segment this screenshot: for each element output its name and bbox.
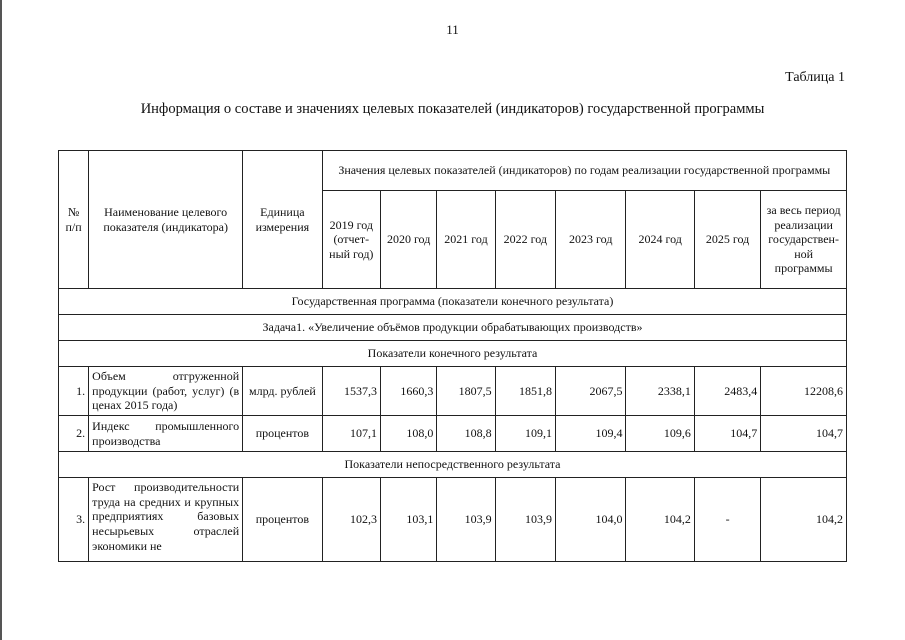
section-program: Государственная программа (показатели конечного результата): [59, 289, 847, 315]
value-cell: 1537,3: [322, 367, 380, 416]
table-row: [59, 478, 847, 562]
unit-cell: млрд. рублей: [243, 367, 322, 416]
value-cell: -: [694, 478, 760, 562]
header-num: № п/п: [59, 151, 89, 289]
header-year: 2021 год: [437, 191, 495, 289]
header-year: 2023 год: [556, 191, 626, 289]
section-row: [59, 289, 847, 315]
scan-edge: [0, 0, 2, 640]
value-cell: 108,0: [380, 416, 436, 452]
header-values-group: Значения целевых показателей (индикаторов) по годам реализации государственной программы: [322, 151, 846, 191]
header-row-top: [59, 151, 847, 191]
section-final-results: Показатели конечного результата: [59, 341, 847, 367]
value-cell: 104,7: [694, 416, 760, 452]
value-cell: 1807,5: [437, 367, 495, 416]
value-cell: 1660,3: [380, 367, 436, 416]
section-task: Задача1. «Увеличение объёмов продукции обрабатывающих производств»: [59, 315, 847, 341]
document-title: Информация о составе и значениях целевых показателей (индикаторов) государственной программы: [140, 101, 765, 117]
row-number: 1.: [59, 367, 89, 416]
value-cell: 107,1: [322, 416, 380, 452]
table-row: [59, 367, 847, 416]
value-cell: 104,2: [626, 478, 694, 562]
value-cell-total: 104,2: [761, 478, 847, 562]
header-year: 2025 год: [694, 191, 760, 289]
header-year: 2022 год: [495, 191, 555, 289]
row-number: 3.: [59, 478, 89, 562]
section-row: [59, 315, 847, 341]
section-row: [59, 341, 847, 367]
value-cell: 109,4: [556, 416, 626, 452]
unit-cell: процентов: [243, 478, 322, 562]
row-number: 2.: [59, 416, 89, 452]
section-row: [59, 452, 847, 478]
value-cell-total: 12208,6: [761, 367, 847, 416]
value-cell: 109,1: [495, 416, 555, 452]
indicators-table: [58, 150, 847, 562]
value-cell: 2483,4: [694, 367, 760, 416]
value-cell-total: 104,7: [761, 416, 847, 452]
value-cell: 103,9: [495, 478, 555, 562]
value-cell: 104,0: [556, 478, 626, 562]
table-row: [59, 416, 847, 452]
table-label: Таблица 1: [785, 70, 845, 85]
value-cell: 1851,8: [495, 367, 555, 416]
value-cell: 102,3: [322, 478, 380, 562]
value-cell: 2067,5: [556, 367, 626, 416]
header-unit: Единица измерения: [243, 151, 322, 289]
header-year: 2024 год: [626, 191, 694, 289]
header-year-total: за весь период реализации государствен-ной программы: [761, 191, 847, 289]
indicator-name: Рост производительности труда на средних и крупных предприятиях базовых несырьевых отраслей экономики не: [89, 478, 243, 562]
section-direct-results: Показатели непосредственного результата: [59, 452, 847, 478]
header-year: 2019 год (отчет-ный год): [322, 191, 380, 289]
value-cell: 103,9: [437, 478, 495, 562]
header-name: Наименование целевого показателя (индикатора): [89, 151, 243, 289]
value-cell: 109,6: [626, 416, 694, 452]
page-number: 11: [446, 22, 459, 37]
unit-cell: процентов: [243, 416, 322, 452]
indicator-name: Объем отгруженной продукции (работ, услуг) (в ценах 2015 года): [89, 367, 243, 416]
value-cell: 2338,1: [626, 367, 694, 416]
indicator-name: Индекс промышленного производства: [89, 416, 243, 452]
value-cell: 103,1: [380, 478, 436, 562]
value-cell: 108,8: [437, 416, 495, 452]
header-year: 2020 год: [380, 191, 436, 289]
